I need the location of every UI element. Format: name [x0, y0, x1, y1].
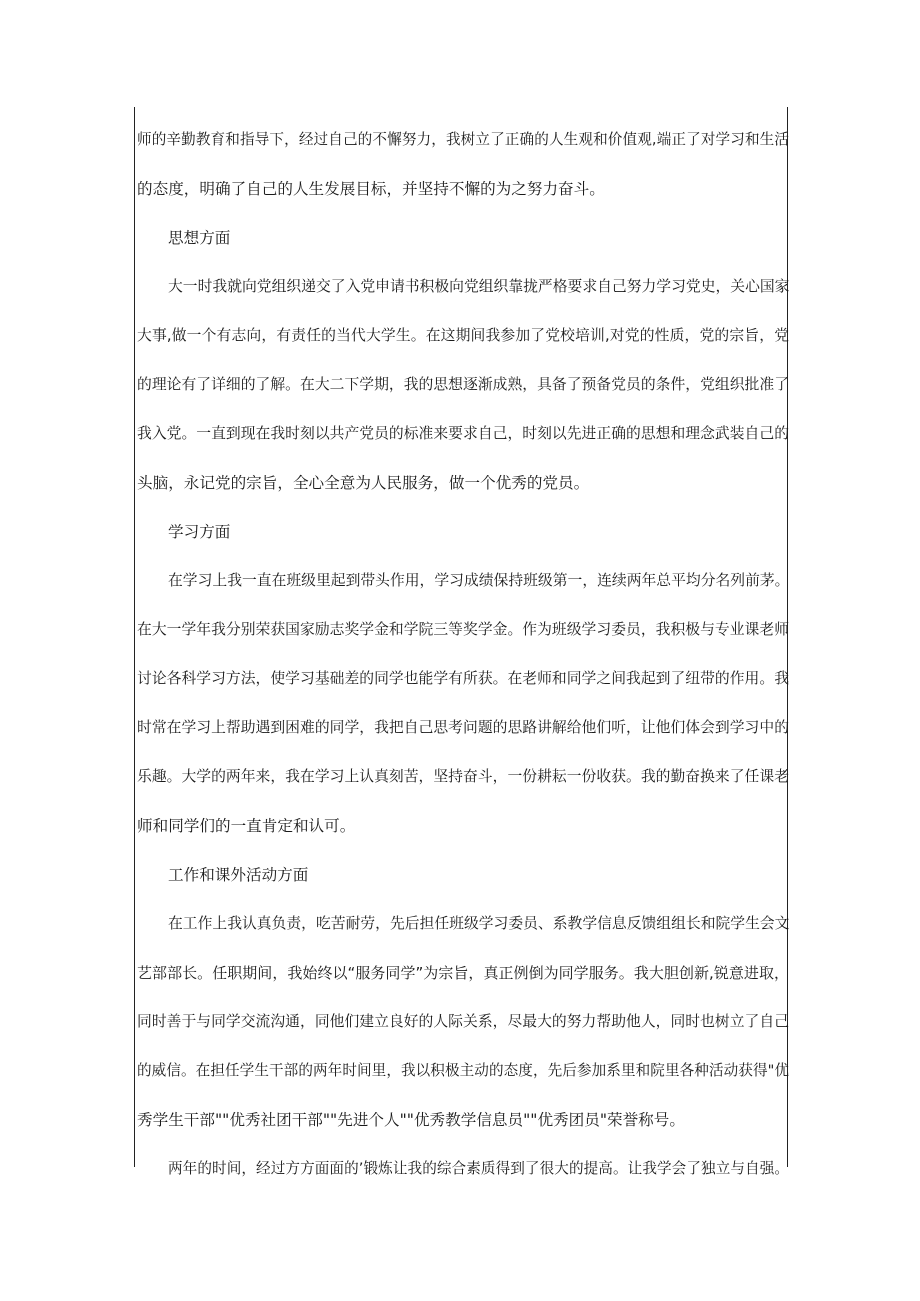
text-line: 讨论各科学习方法，使学习基础差的同学也能学有所获。在老师和同学之间我起到了纽带的作用。我	[137, 670, 789, 687]
text-line: 同时善于与同学交流沟通，同他们建立良好的人际关系，尽最大的努力帮助他人，同时也树立了自己	[137, 1013, 789, 1030]
text-line: 头脑，永记党的宗旨，全心全意为人民服务，做一个优秀的党员。	[137, 474, 590, 492]
section-heading-work: 工作和课外活动方面	[168, 866, 309, 884]
text-line: 师的辛勤教育和指导下，经过自己的不懈努力，我树立了正确的人生观和价值观,端正了对学习和生活	[137, 131, 789, 148]
text-line: 的理论有了详细的了解。在大二下学期，我的思想逐渐成熟，具备了预备党员的条件，党组织批准了	[137, 376, 789, 393]
text-line: 大一时我就向党组织递交了入党申请书积极向党组织靠拢严格要求自己努力学习党史，关心国家	[168, 278, 790, 295]
text-line: 在大一学年我分别荣获国家励志奖学金和学院三等奖学金。作为班级学习委员，我积极与专业课老师	[137, 621, 789, 638]
text-line: 的态度，明确了自己的人生发展目标，并坚持不懈的为之努力奋斗。	[137, 180, 605, 198]
section-heading-study: 学习方面	[168, 523, 231, 541]
text-line: 师和同学们的一直肯定和认可。	[137, 817, 356, 835]
text-line: 艺部部长。任职期间，我始终以“服务同学”为宗旨，真正例倒为同学服务。我大胆创新,锐意进取，	[137, 964, 789, 982]
text-line: 大事,做一个有志向，有责任的当代大学生。在这期间我参加了党校培训,对党的性质，党的宗旨，党	[137, 327, 789, 344]
left-margin-rule	[134, 107, 135, 1167]
text-line: 秀学生干部""优秀社团干部""先进个人""优秀教学信息员""优秀团员"荣誉称号。	[137, 1111, 685, 1129]
text-line: 在工作上我认真负责，吃苦耐劳，先后担任班级学习委员、系教学信息反馈组组长和院学生会文	[168, 915, 790, 932]
text-line: 时常在学习上帮助遇到困难的同学，我把自己思考问题的思路讲解给他们听，让他们体会到学习中的	[137, 719, 789, 736]
text-line: 在学习上我一直在班级里起到带头作用，学习成绩保持班级第一，连续两年总平均分名列前茅。	[168, 572, 790, 589]
text-line: 两年的时间，经过方方面面的’锻炼让我的综合素质得到了很大的提高。让我学会了独立与自强。	[168, 1160, 789, 1177]
text-line: 我入党。一直到现在我时刻以共产党员的标准来要求自己，时刻以先进正确的思想和理念武装自己的	[137, 425, 789, 442]
text-line: 的威信。在担任学生干部的两年时间里，我以积极主动的态度，先后参加系里和院里各种活动获得"优	[137, 1062, 789, 1079]
section-heading-thought: 思想方面	[168, 229, 231, 247]
text-line: 乐趣。大学的两年来，我在学习上认真刻苦，坚持奋斗，一份耕耘一份收获。我的勤奋换来了任课老	[137, 768, 789, 785]
